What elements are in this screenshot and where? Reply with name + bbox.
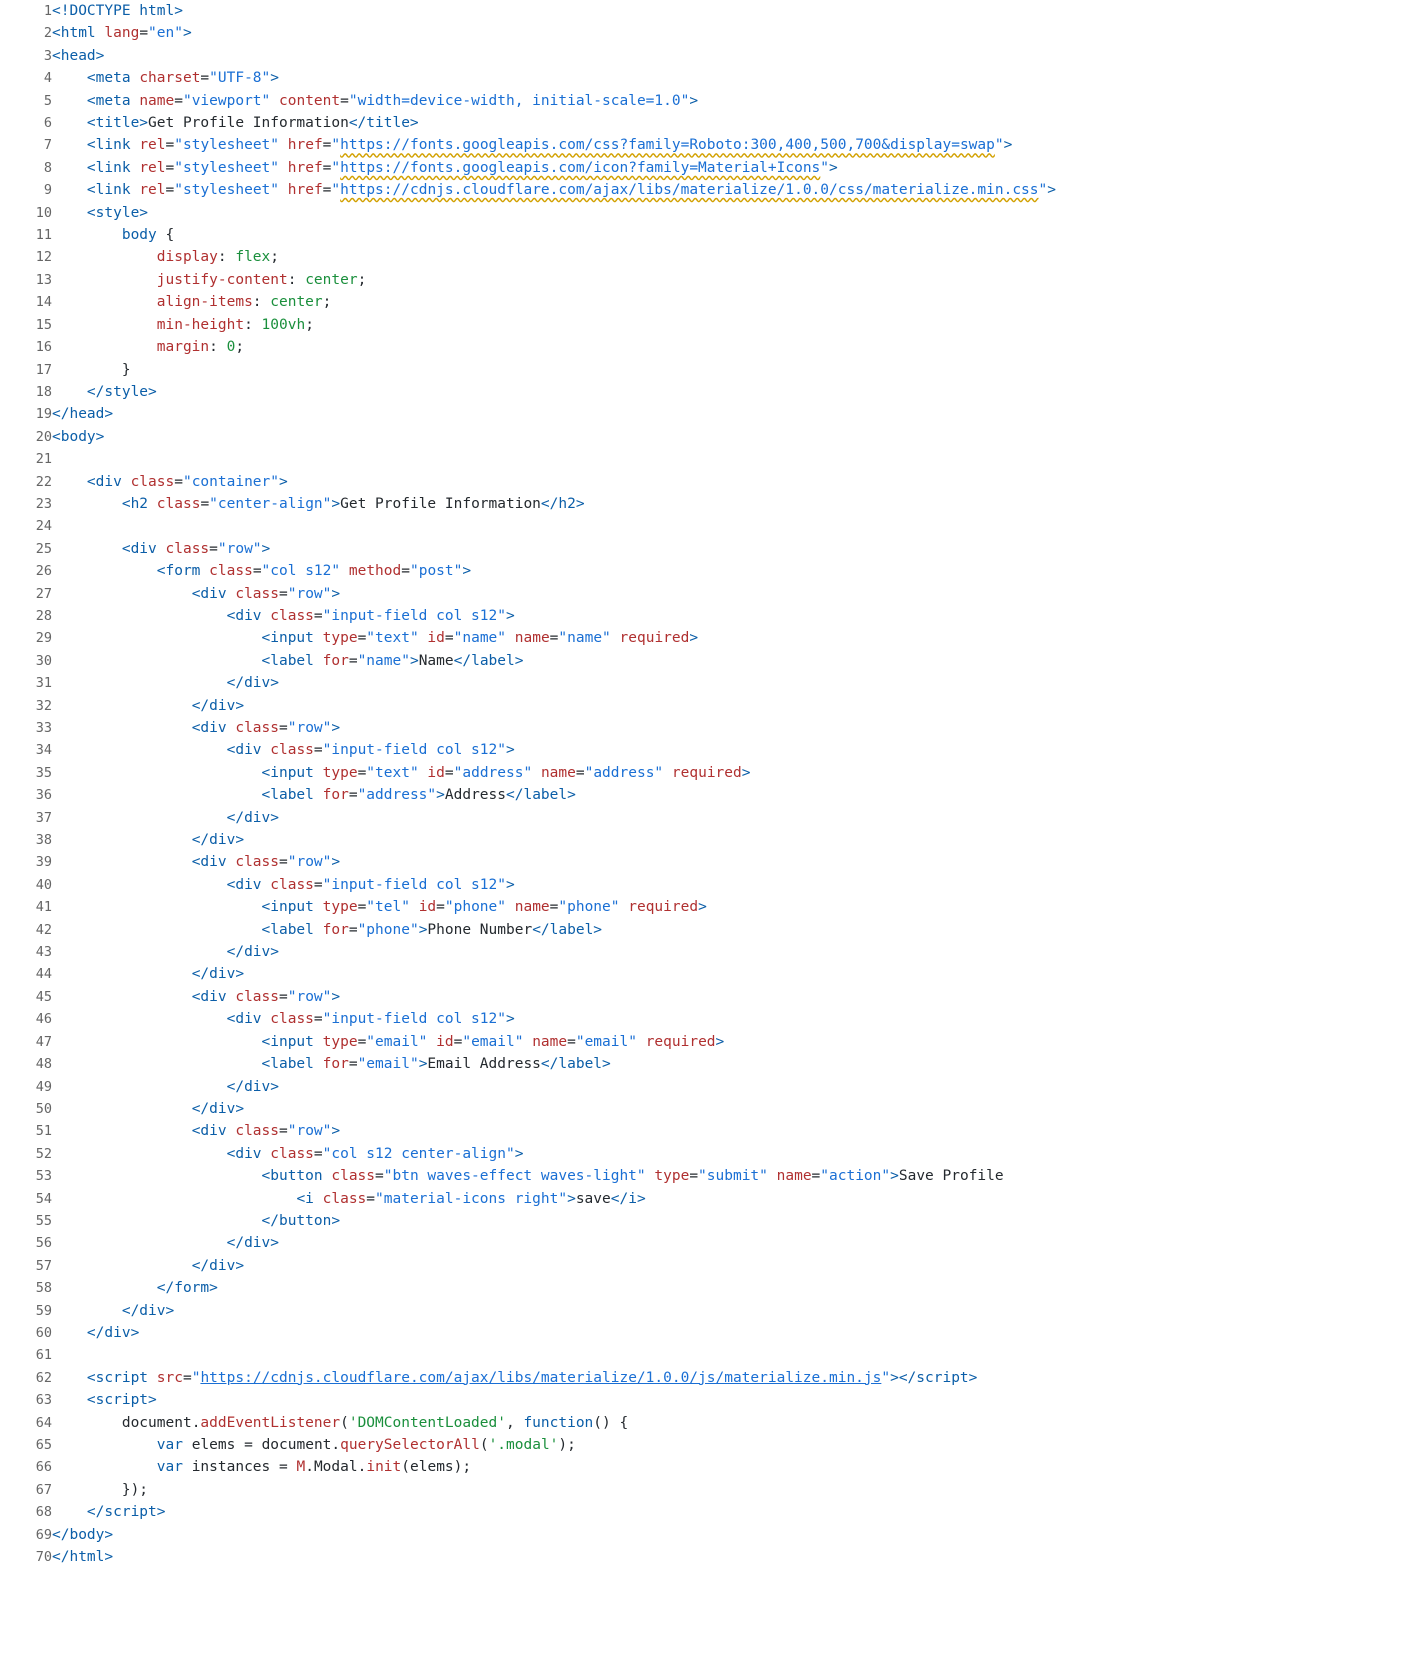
line-content[interactable]: </div> [226,944,279,961]
line-number: 3 [0,45,52,67]
line-content[interactable]: <link rel="stylesheet" href="https://cdnjs.cloudflare.com/ajax/libs/materialize/1.0.0/css/materialize.min.css"> [86,182,1056,199]
line-content[interactable]: <label for="name">Name</label> [261,652,524,669]
line-content[interactable]: <div class="row"> [191,720,341,736]
line-content[interactable]: <html lang="en"> [52,25,192,42]
code-line [0,672,1407,694]
line-content[interactable]: align-items: center; [156,294,332,311]
line-content[interactable]: <div class="input-field col s12"> [226,607,515,624]
line-number: 55 [0,1210,52,1232]
line-content[interactable]: <div class="col s12 center-align"> [226,1145,524,1162]
code-line [0,1188,1407,1210]
line-number: 67 [0,1479,52,1501]
line-content[interactable]: <title>Get Profile Information</title> [86,115,419,132]
line-content[interactable]: </div> [226,1235,279,1252]
code-line [0,1546,1407,1568]
line-content[interactable]: <body> [52,428,105,445]
line-content[interactable]: <div class="row"> [191,1123,341,1140]
line-number: 22 [0,471,52,493]
line-number: 26 [0,560,52,582]
code-line [0,1277,1407,1299]
code-line [0,90,1407,112]
line-number: 42 [0,919,52,941]
code-line [0,1076,1407,1098]
line-number: 8 [0,157,52,179]
code-line [0,179,1407,201]
line-content[interactable]: </div> [226,809,279,826]
line-number: 19 [0,403,52,425]
line-number: 1 [0,0,52,22]
line-number: 24 [0,515,52,537]
line-content[interactable]: </button> [261,1212,341,1229]
code-line [0,1031,1407,1053]
line-content[interactable]: <script src="https://cdnjs.cloudflare.com/ajax/libs/materialize/1.0.0/js/materialize.min.js"></script> [86,1369,978,1386]
line-content[interactable] [52,515,1407,537]
code-line [0,650,1407,672]
code-line [0,448,1407,470]
line-content[interactable]: <div class="row"> [191,854,341,871]
code-line [0,112,1407,134]
line-number: 18 [0,381,52,403]
line-number: 27 [0,583,52,605]
line-number: 51 [0,1120,52,1142]
line-content[interactable] [52,1344,1407,1366]
code-line [0,695,1407,717]
code-line [0,1479,1407,1501]
line-number: 50 [0,1098,52,1120]
line-content[interactable]: min-height: 100vh; [156,316,314,333]
code-line [0,1143,1407,1165]
code-line [0,1210,1407,1232]
line-content[interactable]: <input type="email" id="email" name="email" required> [261,1033,725,1050]
line-content[interactable]: <style> [86,204,149,221]
code-line [0,784,1407,806]
code-line [0,1456,1407,1478]
code-line [0,45,1407,67]
code-line [0,1300,1407,1322]
line-number: 10 [0,202,52,224]
line-content[interactable]: <div class="row"> [121,540,271,557]
code-line [0,67,1407,89]
code-line [0,515,1407,537]
line-number: 60 [0,1322,52,1344]
line-content[interactable]: </style> [86,383,157,400]
line-content[interactable]: <label for="phone">Phone Number</label> [261,921,603,938]
line-number: 5 [0,90,52,112]
code-line [0,22,1407,44]
code-line [0,157,1407,179]
line-content[interactable]: </div> [191,832,245,849]
code-line [0,717,1407,739]
code-line [0,134,1407,156]
line-number: 54 [0,1188,52,1210]
code-line [0,1165,1407,1187]
line-number: 29 [0,627,52,649]
code-line [0,1008,1407,1030]
code-line [0,986,1407,1008]
code-line [0,224,1407,246]
line-content[interactable]: margin: 0; [156,339,245,356]
line-number: 37 [0,807,52,829]
line-number: 69 [0,1524,52,1546]
line-number: 47 [0,1031,52,1053]
line-content[interactable]: <label for="email">Email Address</label> [261,1056,611,1073]
code-line [0,1255,1407,1277]
code-line [0,807,1407,829]
line-number: 15 [0,314,52,336]
line-content[interactable]: var instances = M.Modal.init(elems); [156,1459,472,1476]
code-line [0,919,1407,941]
line-number: 21 [0,448,52,470]
code-line [0,0,1407,22]
line-content[interactable]: <button class="btn waves-effect waves-light" type="submit" name="action">Save Profile [261,1168,1004,1185]
line-content[interactable]: </form> [156,1280,218,1297]
code-line [0,359,1407,381]
line-number: 4 [0,67,52,89]
line-number: 59 [0,1300,52,1322]
line-number: 34 [0,739,52,761]
line-number: 52 [0,1143,52,1165]
line-content[interactable]: </div> [191,1100,245,1117]
line-number: 6 [0,112,52,134]
code-line [0,1344,1407,1366]
code-line [0,471,1407,493]
code-line [0,941,1407,963]
code-line [0,583,1407,605]
line-number: 65 [0,1434,52,1456]
line-number: 17 [0,359,52,381]
code-line [0,896,1407,918]
line-number: 13 [0,269,52,291]
line-content[interactable]: <meta name="viewport" content="width=device-width, initial-scale=1.0"> [86,92,699,109]
line-content[interactable]: <div class="input-field col s12"> [226,876,515,893]
line-content[interactable]: <label for="address">Address</label> [261,787,576,804]
code-line [0,314,1407,336]
line-number: 66 [0,1456,52,1478]
line-number: 7 [0,134,52,156]
line-content[interactable]: </script> [86,1504,166,1521]
line-content[interactable]: <h2 class="center-align">Get Profile Information</h2> [121,495,585,512]
code-line [0,762,1407,784]
line-content[interactable]: } [121,361,131,378]
line-number: 9 [0,179,52,201]
line-content[interactable]: <head> [52,47,105,64]
line-content[interactable]: body { [121,227,175,244]
line-content[interactable]: <div class="input-field col s12"> [226,1011,515,1028]
line-number: 46 [0,1008,52,1030]
code-line [0,874,1407,896]
line-number: 33 [0,717,52,739]
line-number: 43 [0,941,52,963]
line-content[interactable]: justify-content: center; [156,271,367,288]
line-content[interactable]: <input type="text" id="address" name="address" required> [261,764,751,781]
line-number: 36 [0,784,52,806]
line-content[interactable]: <form class="col s12" method="post"> [156,563,472,580]
line-number: 61 [0,1344,52,1366]
line-number: 62 [0,1367,52,1389]
line-content[interactable]: <div class="row"> [191,988,341,1005]
line-content[interactable]: <!DOCTYPE html> [52,3,183,19]
line-content[interactable]: </div> [226,675,279,692]
code-line [0,403,1407,425]
line-number: 20 [0,426,52,448]
line-number: 28 [0,605,52,627]
line-content[interactable]: <i class="material-icons right">save</i> [296,1190,646,1207]
code-line [0,1524,1407,1546]
code-line [0,1098,1407,1120]
code-line [0,605,1407,627]
line-number: 41 [0,896,52,918]
line-content[interactable]: }); [121,1481,149,1498]
code-line [0,493,1407,515]
line-number: 31 [0,672,52,694]
line-number: 63 [0,1389,52,1411]
line-content[interactable]: var elems = document.querySelectorAll('.modal'); [156,1437,576,1453]
line-number: 56 [0,1232,52,1254]
line-content[interactable]: </html> [52,1549,114,1566]
line-content[interactable]: <link rel="stylesheet" href="https://fonts.googleapis.com/css?family=Roboto:300,400,500,700&display=swap"> [86,137,1013,154]
line-content[interactable]: <link rel="stylesheet" href="https://fonts.googleapis.com/icon?family=Material+Icons"> [86,159,838,176]
code-line [0,851,1407,873]
code-line [0,291,1407,313]
code-line [0,269,1407,291]
line-number: 64 [0,1412,52,1434]
line-content[interactable]: </div> [121,1302,175,1319]
line-number: 35 [0,762,52,784]
code-line [0,1322,1407,1344]
line-number: 23 [0,493,52,515]
line-content[interactable]: <input type="text" id="name" name="name" required> [261,630,699,647]
line-number: 2 [0,22,52,44]
line-number: 40 [0,874,52,896]
line-content[interactable]: <div class="container"> [86,473,288,490]
line-content[interactable]: <meta charset="UTF-8"> [86,70,279,87]
code-line [0,739,1407,761]
code-line [0,829,1407,851]
line-content[interactable]: <div class="input-field col s12"> [226,742,515,759]
line-number: 39 [0,851,52,873]
code-line [0,963,1407,985]
line-content[interactable]: display: flex; [156,249,279,266]
code-line [0,1501,1407,1523]
line-content[interactable]: </div> [86,1324,140,1341]
line-content[interactable]: </body> [52,1526,114,1543]
code-line [0,202,1407,224]
line-number: 48 [0,1053,52,1075]
code-line [0,538,1407,560]
line-number: 11 [0,224,52,246]
line-content[interactable]: <script> [86,1392,157,1409]
line-content[interactable]: </head> [52,406,114,423]
line-number: 49 [0,1076,52,1098]
line-number: 30 [0,650,52,672]
line-content[interactable]: </div> [191,1257,245,1274]
code-line [0,1120,1407,1142]
line-number: 14 [0,291,52,313]
line-number: 38 [0,829,52,851]
line-number: 12 [0,246,52,268]
line-number: 25 [0,538,52,560]
code-line [0,1434,1407,1456]
code-line [0,246,1407,268]
code-line [0,627,1407,649]
code-line [0,1389,1407,1411]
line-content[interactable]: <input type="tel" id="phone" name="phone" required> [261,899,707,916]
code-line [0,426,1407,448]
line-number: 53 [0,1165,52,1187]
code-line [0,560,1407,582]
line-number: 16 [0,336,52,358]
line-number: 58 [0,1277,52,1299]
line-number: 44 [0,963,52,985]
line-number: 70 [0,1546,52,1568]
line-content[interactable]: document.addEventListener('DOMContentLoaded', function() { [121,1414,629,1431]
code-line [0,1053,1407,1075]
line-content[interactable]: </div> [226,1078,279,1095]
code-line [0,381,1407,403]
code-line [0,336,1407,358]
line-number: 57 [0,1255,52,1277]
code-line [0,1367,1407,1389]
line-number: 32 [0,695,52,717]
line-content[interactable]: </div> [191,966,245,983]
line-content[interactable]: <div class="row"> [191,585,341,602]
code-line [0,1412,1407,1434]
code-line [0,1232,1407,1254]
line-number: 45 [0,986,52,1008]
line-content[interactable]: </div> [191,697,245,714]
line-content[interactable] [52,448,1407,470]
line-number: 68 [0,1501,52,1523]
